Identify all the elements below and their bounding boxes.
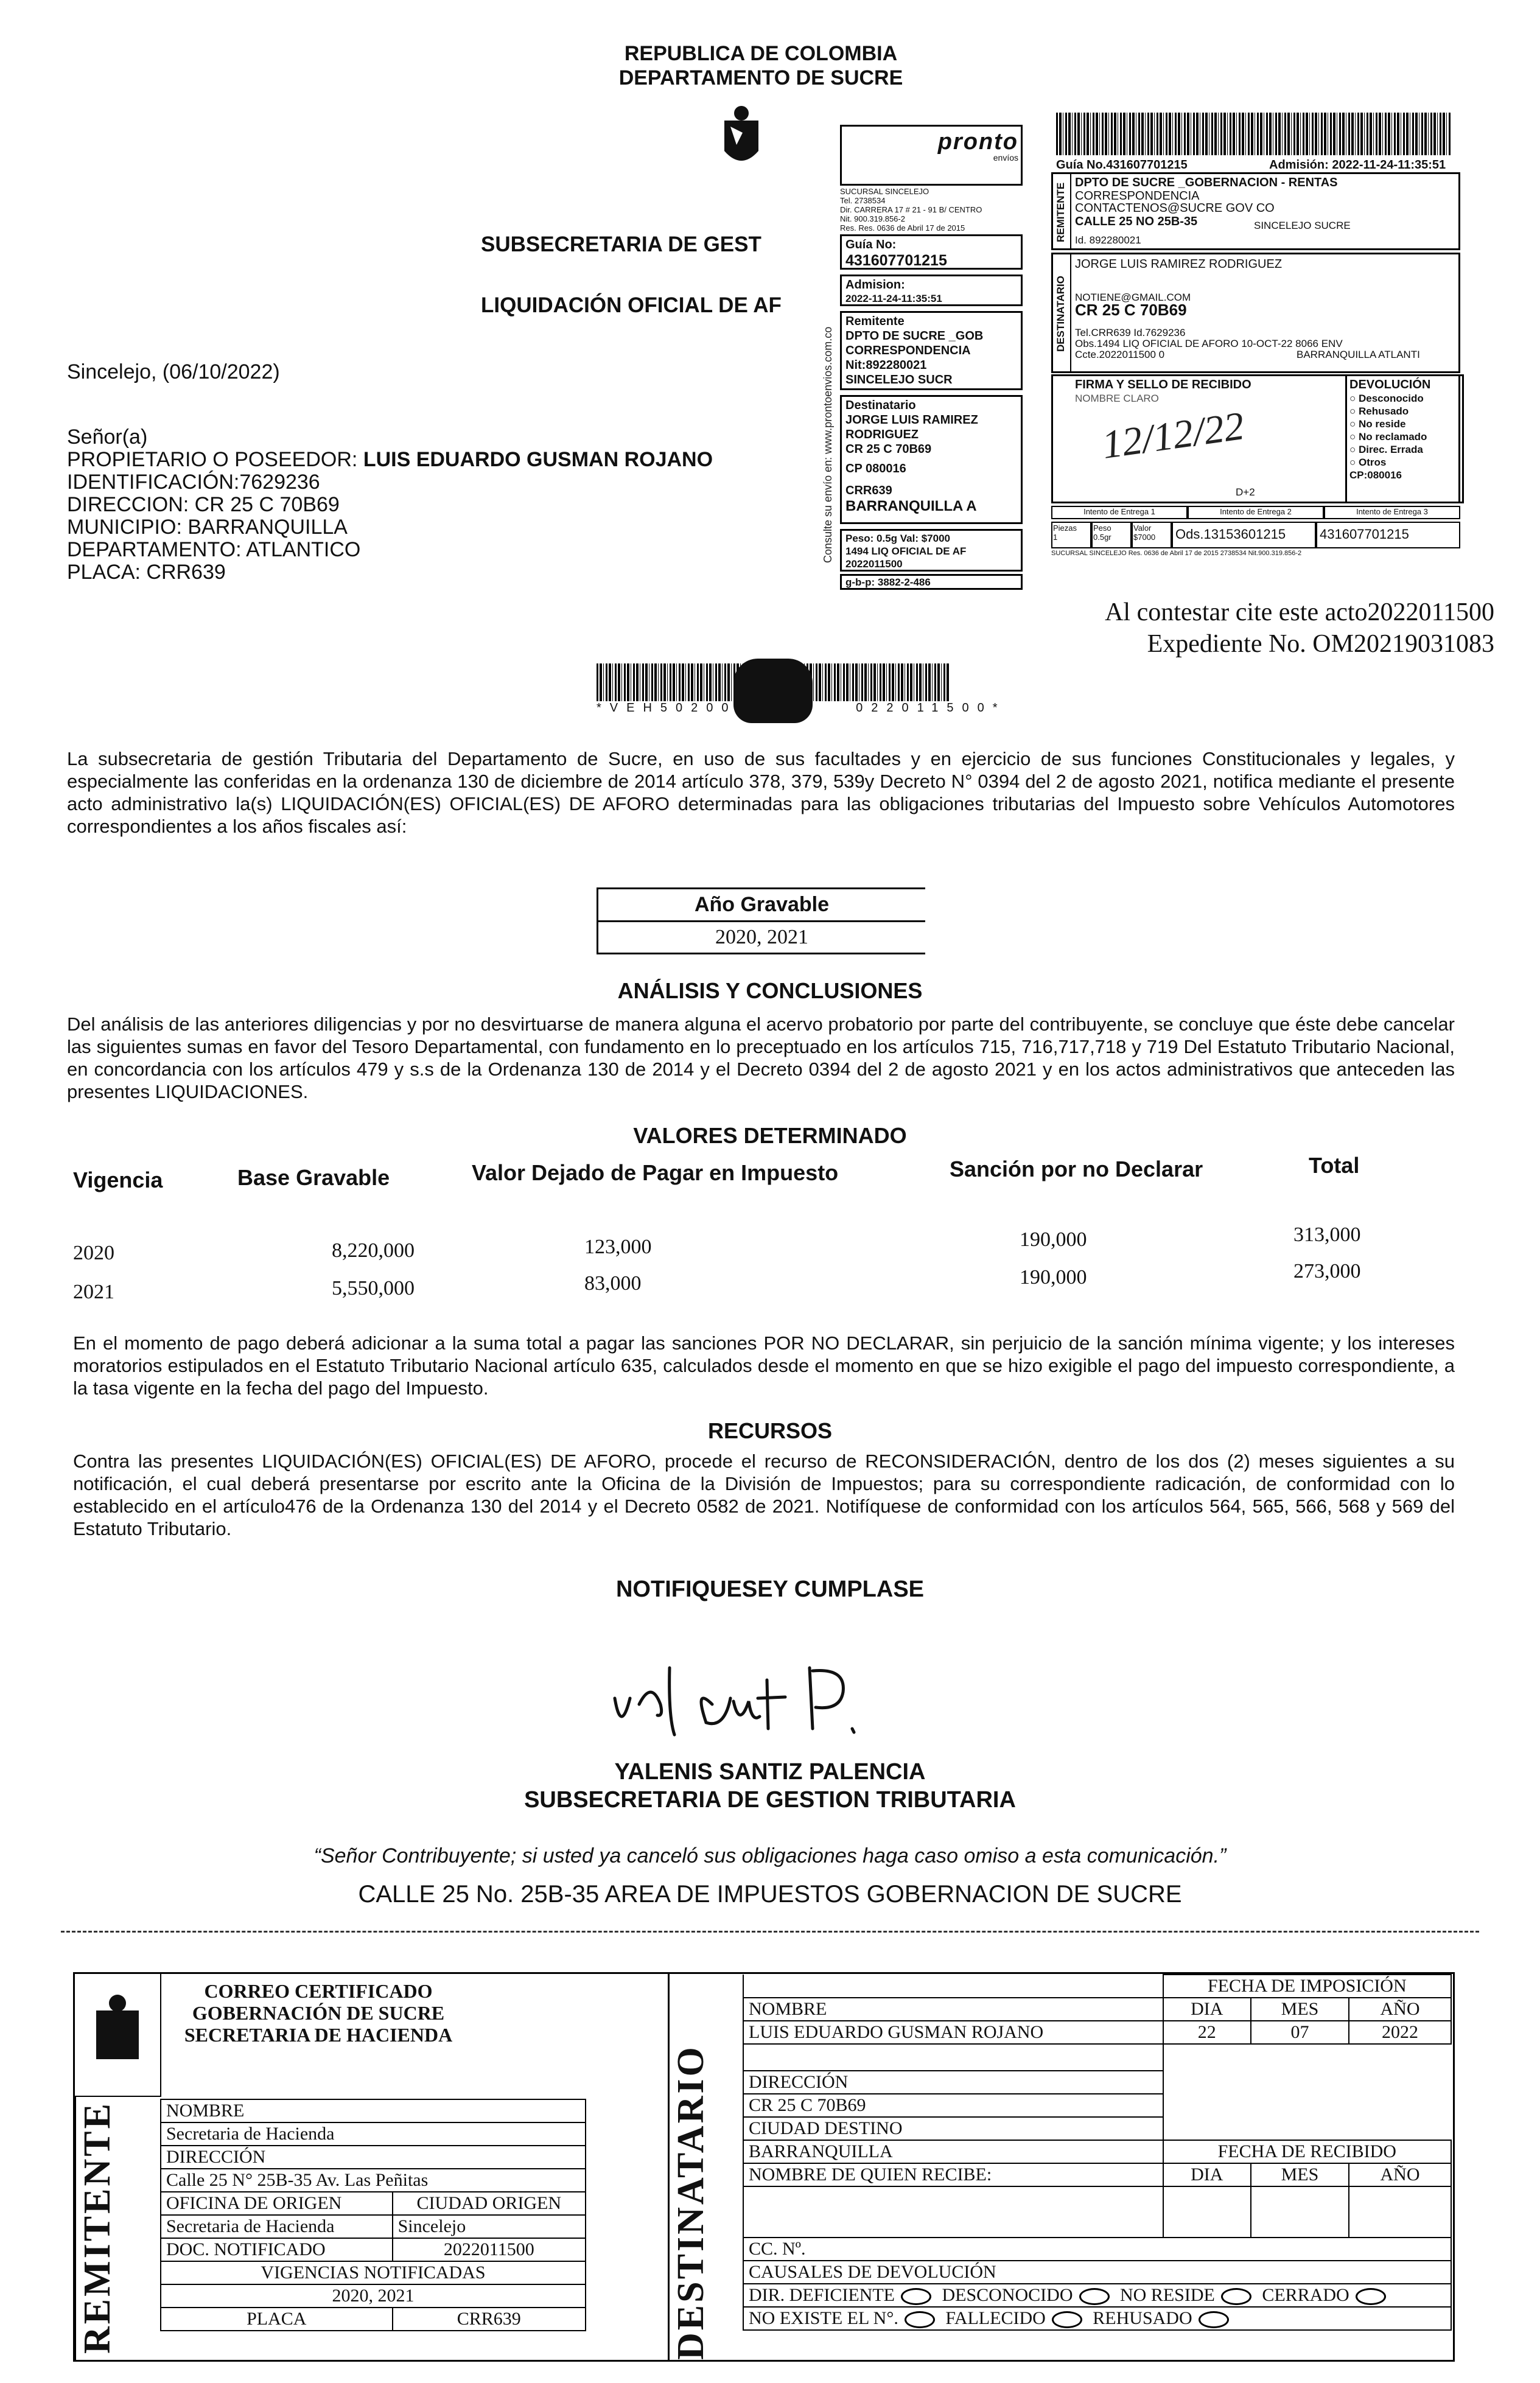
anio-gravable-box <box>597 887 925 954</box>
causal-cerrado: CERRADO <box>1262 2285 1349 2305</box>
mail-vigencias-label: VIGENCIAS NOTIFICADAS <box>161 2261 586 2284</box>
causal-dir-deficiente: DIR. DEFICIENTE <box>749 2285 895 2305</box>
mail-fecha-imp-label: FECHA DE IMPOSICIÓN <box>1163 1975 1451 1998</box>
causal-no-reside: NO RESIDE <box>1120 2285 1215 2305</box>
courier-remitente-2: CORRESPONDENCIA <box>845 344 971 357</box>
courier-big-dest-addr: CR 25 C 70B69 <box>1075 301 1187 319</box>
courier-big-rem-4: CALLE 25 NO 25B-35 <box>1075 215 1198 228</box>
mail-causales-label: CAUSALES DE DEVOLUCIÓN <box>743 2261 1451 2284</box>
courier-big-remitente <box>1051 172 1460 250</box>
courier-big-footer-row <box>1051 522 1460 548</box>
mail-ciudad-value: Sincelejo <box>393 2215 586 2238</box>
mail-ciudad-destino-value: BARRANQUILLA <box>743 2140 1163 2163</box>
courier-remitente-4: SINCELEJO SUCR <box>845 373 953 387</box>
row1-impuesto: 123,000 <box>584 1236 652 1258</box>
mail-mes: 07 <box>1251 2021 1349 2044</box>
causal-fallecido: FALLECIDO <box>945 2308 1046 2328</box>
courier-dest-1: JORGE LUIS RAMIREZ <box>845 413 978 427</box>
header-line-2: DEPARTAMENTO DE SUCRE <box>618 66 903 89</box>
mail-vigencias-value: 2020, 2021 <box>161 2284 586 2308</box>
mail-oficina-value: Secretaria de Hacienda <box>161 2215 393 2238</box>
mail-oficina-label: OFICINA DE ORIGEN <box>161 2192 393 2215</box>
mail-doc-value: 2022011500 <box>393 2238 586 2261</box>
mail-header-2: GOBERNACIÓN DE SUCRE <box>192 2002 445 2024</box>
courier-remitente-1: DPTO DE SUCRE _GOB <box>845 329 984 343</box>
mail-dest-dir-label: DIRECCIÓN <box>743 2071 1163 2094</box>
mail-nombre-value: Secretaria de Hacienda <box>161 2122 586 2146</box>
mail-causales-row-2 <box>743 2307 1451 2330</box>
owner-name: LUIS EDUARDO GUSMAN ROJANO <box>363 448 713 471</box>
act-barcode <box>597 663 1006 715</box>
courier-side-text: Consulte su envío en: www.prontoenvios.com.co <box>822 326 834 563</box>
devolucion-option-4: ○ No reclamado <box>1349 431 1427 443</box>
intro-paragraph: La subsecretaria de gestión Tributaria del Departamento de Sucre, en uso de sus facultades y en ejercicio de sus funciones Constitucionales y legales, y especialmente las conferidas en la ordenanza 130 de diciembre de 2014 artículo 378, 379, 539y Decreto N° 0394 del 2 de agosto 2021, notifica mediante el presente acto administrativo la(s) LIQUIDACIÓN(ES) OFICIAL(ES) DE AFORO determinadas para las obligaciones tributarias del Impuesto sobre Vehículos Automotores correspondientes a los años fiscales así: <box>67 748 1455 837</box>
recipient-block <box>67 426 713 584</box>
mail-fecha-rec-label: FECHA DE RECIBIDO <box>1163 2140 1451 2163</box>
courier-dest-6: BARRANQUILLA A <box>845 498 977 514</box>
courier-dest-4: CP 080016 <box>845 462 906 475</box>
ods-cell: Ods.13153601215 <box>1172 522 1316 548</box>
courier-big-rem-id: Id. 892280021 <box>1075 234 1141 246</box>
courier-branch-block <box>840 187 1023 233</box>
coat-of-arms-logo <box>712 102 771 174</box>
courier-big-firma <box>1051 374 1460 503</box>
mail-remitente-table <box>160 2099 586 2331</box>
courier-big-admision: Admisión: 2022-11-24-11:35:51 <box>1269 158 1446 172</box>
mail-dest-dir-value: CR 25 C 70B69 <box>743 2094 1163 2117</box>
valor-cell: Valor $7000 <box>1132 522 1172 548</box>
courier-big-dest-name: JORGE LUIS RAMIREZ RODRIGUEZ <box>1075 257 1283 271</box>
causal-rehusado: REHUSADO <box>1093 2308 1192 2328</box>
city-date: Sincelejo, (06/10/2022) <box>67 360 280 383</box>
mail-doc-label: DOC. NOTIFICADO <box>161 2238 393 2261</box>
owner-label: PROPIETARIO O POSEEDOR: <box>67 448 358 471</box>
municipality-line: MUNICIPIO: BARRANQUILLA <box>67 516 348 539</box>
signature <box>603 1643 943 1759</box>
mail-header-1: CORREO CERTIFICADO <box>204 1980 433 2002</box>
courier-big-intentos <box>1051 506 1460 519</box>
mail-form <box>73 1972 1455 2362</box>
causal-desconocido-checkbox[interactable] <box>1079 2288 1110 2305</box>
row2-vigencia: 2021 <box>73 1281 114 1303</box>
anio-gravable-value: 2020, 2021 <box>597 922 925 954</box>
courier-big-rem-3: CONTACTENOS@SUCRE GOV CO <box>1075 201 1275 215</box>
act-barcode-text: *VEH50200 022011500* <box>597 701 1006 715</box>
act-reference <box>1068 597 1494 660</box>
courier-dest-5: CRR639 <box>845 484 892 497</box>
courier-logo-sub: envíos <box>993 153 1018 163</box>
subsecretaria-title: SUBSECRETARIA DE GEST <box>481 233 761 256</box>
courier-nit: Nit. 900.319.856-2 <box>840 214 905 223</box>
courier-label-big <box>1044 113 1464 575</box>
causal-no-existe-checkbox[interactable] <box>905 2311 935 2328</box>
act-expediente: Expediente No. OM20219031083 <box>1147 630 1494 658</box>
act-acto: Al contestar cite este acto2022011500 <box>1105 598 1494 626</box>
mail-rec-dia-label: DIA <box>1163 2163 1251 2186</box>
mail-cc-label: CC. Nº. <box>743 2238 1451 2261</box>
header-republic <box>548 41 974 90</box>
signer-title: SUBSECRETARIA DE GESTION TRIBUTARIA <box>524 1787 1016 1813</box>
courier-big-dest-obs: Obs.1494 LIQ OFICIAL DE AFORO 10-OCT-22 8066 ENV <box>1075 338 1343 349</box>
causal-rehusado-checkbox[interactable] <box>1199 2311 1229 2328</box>
owner-line <box>67 449 713 471</box>
mail-mes-label: MES <box>1251 1998 1349 2021</box>
valores-header-impuesto: Valor Dejado de Pagar en Impuesto <box>472 1160 839 1185</box>
devolucion-option-6: ○ Otros <box>1349 457 1387 468</box>
header-line-1: REPUBLICA DE COLOMBIA <box>624 42 898 65</box>
closing-address: CALLE 25 No. 25B-35 AREA DE IMPUESTOS GOBERNACION DE SUCRE <box>358 1881 1182 1908</box>
courier-res: Res. Res. 0636 de Abril 17 de 2015 <box>840 223 965 233</box>
courier-big-guia: Guía No.431607701215 <box>1056 158 1188 172</box>
row2-impuesto: 83,000 <box>584 1272 642 1295</box>
courier-big-dest-city: BARRANQUILLA ATLANTI <box>1297 349 1420 360</box>
causal-dir-deficiente-checkbox[interactable] <box>901 2288 931 2305</box>
row1-total: 313,000 <box>1293 1223 1361 1246</box>
courier-big-handwritten-date: 12/12/22 <box>1099 404 1247 467</box>
mail-header <box>166 1980 471 2046</box>
courier-tel: Tel. 2738534 <box>840 196 886 205</box>
mail-ciudad-destino-label: CIUDAD DESTINO <box>743 2117 1163 2140</box>
intento-2: Intento de Entrega 2 <box>1188 506 1324 519</box>
courier-big-destinatario <box>1051 253 1460 373</box>
courier-remitente-label: Remitente <box>845 315 905 328</box>
devolucion-option-2: ○ Rehusado <box>1349 405 1409 417</box>
courier-big-dest-tel: Tel.CRR639 Id.7629236 <box>1075 327 1186 338</box>
courier-code: g-b-p: 3882-2-486 <box>840 574 1023 590</box>
courier-big-rem-2: CORRESPONDENCIA <box>1075 189 1200 203</box>
notifiquese: NOTIFIQUESEY CUMPLASE <box>615 1576 925 1602</box>
mail-placa-label: PLACA <box>161 2308 393 2331</box>
row1-sancion: 190,000 <box>1020 1228 1087 1251</box>
row2-base: 5,550,000 <box>332 1277 415 1300</box>
courier-label-small <box>822 125 1029 587</box>
devolucion-option-3: ○ No reside <box>1349 418 1406 430</box>
mail-logo-box <box>75 1974 161 2097</box>
courier-admision: 2022-11-24-11:35:51 <box>845 293 942 304</box>
row2-sancion: 190,000 <box>1020 1266 1087 1289</box>
causal-no-existe: NO EXISTE EL N°. <box>749 2308 898 2328</box>
row2-total: 273,000 <box>1293 1260 1361 1282</box>
salutation: Señor(a) <box>67 425 148 449</box>
address-line: DIRECCION: CR 25 C 70B69 <box>67 493 340 516</box>
cut-line <box>61 1931 1479 1933</box>
mail-dia-label: DIA <box>1163 1998 1251 2021</box>
valores-header-total: Total <box>1309 1153 1360 1178</box>
valores-header-vigencia: Vigencia <box>73 1167 163 1192</box>
recursos-paragraph: Contra las presentes LIQUIDACIÓN(ES) OFICIAL(ES) DE AFORO, procede el recurso de RECONSIDERACIÓN, dentro de los dos (2) meses siguientes a su notificación, el cual deberá presentarse por escrito ante la Oficina de la División de Impuestos; para su correspondiente radicación, de conformidad con lo establecido en el artículo476 de la Ordenanza 130 del 2014 y el Decreto 0582 de 2021. Notifíquese de conformidad con los artículos 564, 565, 566, 568 y 569 del Estatuto Tributario. <box>73 1450 1455 1539</box>
mail-destinatario-label: DESTINATARIO <box>670 2045 712 2360</box>
liquidacion-title: LIQUIDACIÓN OFICIAL DE AF <box>481 293 782 317</box>
courier-address: Dir. CARRERA 17 # 21 - 91 B/ CENTRO <box>840 205 982 214</box>
mail-causales-row-1 <box>743 2284 1451 2307</box>
closing-note: “Señor Contribuyente; si usted ya canceló sus obligaciones haga caso omiso a esta comunicación.” <box>313 1844 1227 1867</box>
mail-dest-nombre-value: LUIS EDUARDO GUSMAN ROJANO <box>743 2021 1163 2044</box>
piezas-cell: Piezas 1 <box>1051 522 1091 548</box>
causal-cerrado-checkbox[interactable] <box>1356 2288 1386 2305</box>
mail-anio-label: AÑO <box>1349 1998 1451 2021</box>
mail-anio: 2022 <box>1349 2021 1451 2044</box>
row1-vigencia: 2020 <box>73 1242 114 1264</box>
mail-direccion-label: DIRECCIÓN <box>161 2146 586 2169</box>
courier-remitente-3: Nit:892280021 <box>845 359 927 372</box>
courier-dest-3: CR 25 C 70B69 <box>845 443 932 456</box>
mail-nombre-label: NOMBRE <box>161 2099 586 2122</box>
causal-no-reside-checkbox[interactable] <box>1221 2288 1251 2305</box>
courier-big-footer: SUCURSAL SINCELEJO Res. 0636 de Abril 17 de 2015 2738534 Nit.900.319.856-2 <box>1051 550 1302 557</box>
courier-peso-2: 1494 LIQ OFICIAL DE AF <box>845 545 967 557</box>
courier-big-firma-label: FIRMA Y SELLO DE RECIBIDO <box>1075 378 1251 391</box>
intento-1: Intento de Entrega 1 <box>1051 506 1188 519</box>
courier-big-rem-1: DPTO DE SUCRE _GOBERNACION - RENTAS <box>1075 176 1338 189</box>
mail-ciudad-label: CIUDAD ORIGEN <box>393 2192 586 2215</box>
causal-fallecido-checkbox[interactable] <box>1052 2311 1082 2328</box>
mail-destinatario-panel <box>670 1972 1455 2362</box>
mail-remitente-label: REMITENTE <box>75 2096 161 2360</box>
causal-desconocido: DESCONOCIDO <box>942 2285 1073 2305</box>
mail-quien-recibe-label: NOMBRE DE QUIEN RECIBE: <box>743 2163 1163 2186</box>
mail-rec-mes-label: MES <box>1251 2163 1349 2186</box>
valores-header-sancion: Sanción por no Declarar <box>950 1157 1203 1181</box>
analisis-paragraph: Del análisis de las anteriores diligencias y por no desvirtuarse de manera alguna el acervo probatorio por parte del contribuyente, se concluye que éste debe cancelar las siguientes sumas en favor del Tesoro Departamental, con fundamento en lo preceptuado en los artículos 715, 716,717,718 y 719 Del Estatuto Tributario Nacional, en concordancia con los artículos 479 y s.s de la Ordenanza 130 de 2014 y el Decreto 0394 del 2 de agosto 2021 y en los actos administrativos que anteceden las presentes LIQUIDACIONES. <box>67 1013 1455 1102</box>
recursos-title: RECURSOS <box>707 1418 833 1443</box>
plate-line: PLACA: CRR639 <box>67 561 226 584</box>
courier-dest-2: RODRIGUEZ <box>845 428 919 441</box>
mail-remitente-panel <box>73 1972 670 2362</box>
mail-dia: 22 <box>1163 2021 1251 2044</box>
id-line: IDENTIFICACIÓN:7629236 <box>67 471 320 494</box>
devolucion-cp: CP:080016 <box>1349 469 1402 481</box>
peso-cell: Peso 0.5gr <box>1091 522 1132 548</box>
devolucion-option-1: ○ Desconocido <box>1349 393 1424 404</box>
devolucion-option-5: ○ Direc. Errada <box>1349 444 1423 455</box>
courier-logo: pronto <box>937 129 1018 155</box>
mail-direccion-value: Calle 25 N° 25B-35 Av. Las Peñitas <box>161 2169 586 2192</box>
guia-cell: 431607701215 <box>1316 522 1460 548</box>
intento-3: Intento de Entrega 3 <box>1324 506 1460 519</box>
courier-branch: SUCURSAL SINCELEJO <box>840 187 929 196</box>
courier-big-nombre-claro: NOMBRE CLARO <box>1075 393 1159 404</box>
signer-name: YALENIS SANTIZ PALENCIA <box>614 1759 926 1785</box>
courier-admision-label: Admision: <box>845 278 905 292</box>
mail-header-3: SECRETARIA DE HACIENDA <box>184 2024 453 2046</box>
courier-big-dest-email: NOTIENE@GMAIL.COM <box>1075 292 1191 303</box>
anio-gravable-label: Año Gravable <box>597 887 925 922</box>
courier-peso-3: 2022011500 <box>845 558 903 570</box>
valores-header-base: Base Gravable <box>237 1165 390 1190</box>
analisis-title: ANÁLISIS Y CONCLUSIONES <box>617 978 923 1003</box>
row1-base: 8,220,000 <box>332 1239 415 1262</box>
courier-guia-no: 431607701215 <box>845 252 947 269</box>
courier-big-rem-city: SINCELEJO SUCRE <box>1254 220 1351 231</box>
courier-big-dest-side: DESTINATARIO <box>1055 276 1066 352</box>
courier-big-d2: D+2 <box>1236 486 1255 498</box>
courier-barcode <box>1056 113 1452 155</box>
mail-placa-value: CRR639 <box>393 2308 586 2331</box>
mail-coat-of-arms-icon <box>75 1974 160 2096</box>
courier-destinatario-label: Destinatario <box>845 399 916 412</box>
mail-rec-anio-label: AÑO <box>1349 2163 1451 2186</box>
courier-peso-1: Peso: 0.5g Val: $7000 <box>845 533 950 544</box>
pago-paragraph: En el momento de pago deberá adicionar a la suma total a pagar las sanciones POR NO DECLARAR, sin perjuicio de la sanción mínima vigente; y los intereses moratorios estipulados en el Estatuto Tributario Nacional artículo 635, calculados desde el momento en que se hizo exigible el pago del impuesto correspondiente, a la tasa vigente en la fecha del pago del Impuesto. <box>73 1332 1455 1399</box>
mail-dest-nombre-label: NOMBRE <box>743 1998 1163 2021</box>
courier-big-remitente-side: REMITENTE <box>1055 182 1066 243</box>
valores-title: VALORES DETERMINADO <box>633 1123 907 1148</box>
department-line: DEPARTAMENTO: ATLANTICO <box>67 538 361 561</box>
devolucion-label: DEVOLUCIÓN <box>1349 378 1431 391</box>
courier-big-dest-cte: Ccte.2022011500 0 <box>1075 349 1165 360</box>
courier-guia-label: Guía No: <box>845 238 897 251</box>
courier-big-devolucion <box>1345 374 1464 503</box>
mail-destinatario-table <box>743 1974 1452 2331</box>
